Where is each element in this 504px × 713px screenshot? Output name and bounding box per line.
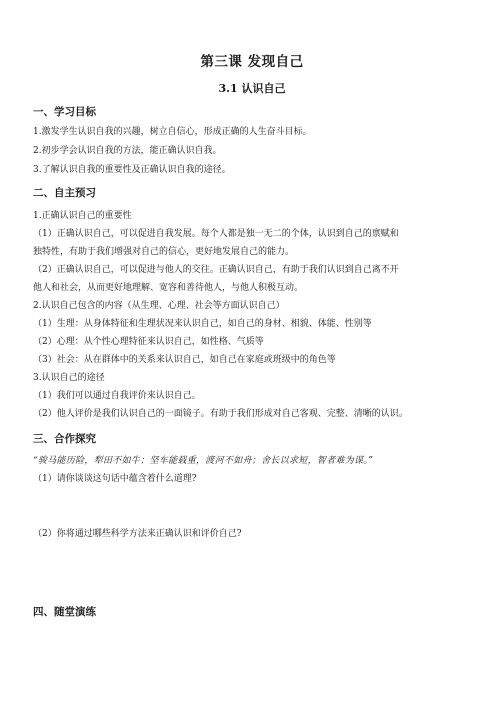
preview-line-4: （2）正确认识自己，可以促进与他人的交往。正确认识自己，有助于我们认识到自己离不开	[33, 265, 399, 275]
preview-line-10: 3.认识自己的途径	[33, 373, 105, 383]
preview-line-12: （2）他人评价是我们认识自己的一面镜子。有助于我们形成对自己客观、完整、清晰的认识。	[33, 409, 408, 419]
heading-learning-goals: 一、学习目标	[33, 106, 96, 118]
preview-line-1: 1.正确认识自己的重要性	[33, 211, 132, 221]
section-subtitle: 3.1 认识自己	[218, 82, 286, 95]
preview-line-7: （1）生理：从身体特征和生理状况来认识自己，如自己的身材、相貌、体能、性别等	[33, 319, 372, 329]
heading-in-class-practice: 四、随堂演练	[33, 606, 96, 618]
goal-line-3: 3.了解认识自我的重要性及正确认识自我的途径。	[33, 165, 231, 175]
preview-line-5: 他人和社会，从而更好地理解、宽容和善待他人，与他人积极互动。	[33, 283, 304, 293]
preview-line-9: （3）社会：从在群体中的关系来认识自己，如自己在家庭或班级中的角色等	[33, 355, 336, 365]
inquiry-question-2: （2）你将通过哪些科学方法来正确认识和评价自己?	[33, 529, 242, 539]
proverb-quote: “骏马能历险，犁田不如牛；坚车能载重，渡河不如舟；舍长以求短，智者难为谋。”	[33, 456, 374, 466]
preview-line-2: （1）正确认识自己，可以促进自我发展。每个人都是独一无二的个体，认识到自己的禀赋和	[33, 229, 399, 239]
preview-line-11: （1）我们可以通过自我评价来认识自己。	[33, 391, 201, 401]
preview-line-8: （2）心理：从个性心理特征来认识自己，如性格、气质等	[33, 337, 264, 347]
lesson-title: 第三课 发现自己	[200, 54, 304, 70]
goal-line-1: 1.激发学生认识自我的兴趣，树立自信心，形成正确的人生奋斗目标。	[33, 127, 312, 137]
goal-line-2: 2.初步学会认识自我的方法，能正确认识自我。	[33, 146, 222, 156]
heading-self-preview: 二、自主预习	[33, 187, 96, 199]
heading-cooperative-inquiry: 三、合作探究	[33, 433, 96, 445]
inquiry-question-1: （1）请你谈谈这句话中蕴含着什么道理?	[33, 474, 197, 484]
preview-line-6: 2.认识自己包含的内容（从生理、心理、社会等方面认识自己）	[33, 301, 285, 311]
preview-line-3: 独特性，有助于我们增强对自己的信心，更好地发展自己的能力。	[33, 247, 295, 257]
